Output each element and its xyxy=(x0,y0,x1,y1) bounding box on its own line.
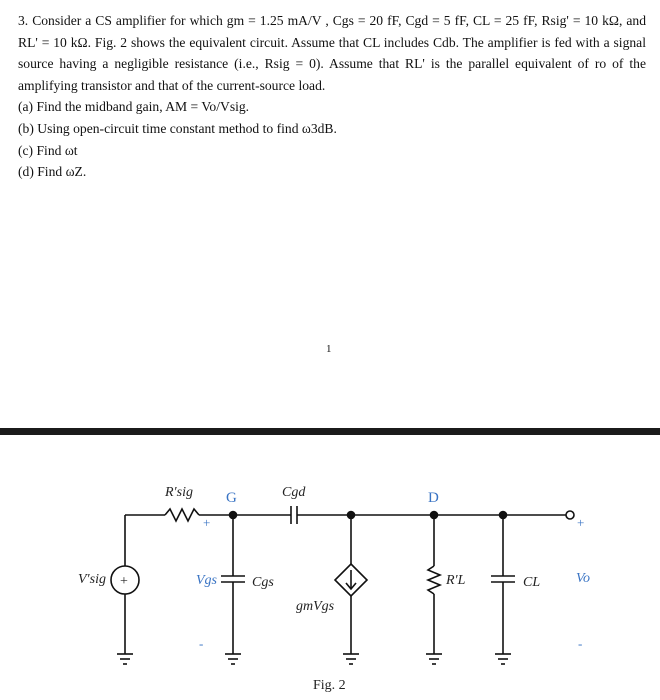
problem-intro: 3. Consider a CS amplifier for which gm = 1.25 mA/V , Cgs = 20 fF, Cgd = 5 fF, CL = 25 fF, Rsig' = 10 kΩ, and RL' = 10 kΩ. Fig. 2 shows the equivalent circuit. Assume that CL includes Cdb. The amplifier is fed with a signal source having a negligible resistance (i.e., Rsig = 0). Assume that RL' is the parallel equivalent of ro of the amplifying transistor and that of the current-source load. xyxy=(18,13,646,93)
label-plus-out: + xyxy=(577,515,585,530)
label-plus-g: + xyxy=(203,515,211,530)
problem-part-a: (a) Find the midband gain, AM = Vo/Vsig. xyxy=(18,99,250,115)
rl-resistor xyxy=(428,566,440,594)
label-node-g: G xyxy=(226,490,237,506)
label-cl: CL xyxy=(523,575,541,590)
label-cgs: Cgs xyxy=(252,575,274,590)
label-rl: R′L xyxy=(446,573,466,588)
label-vsig: V′sig xyxy=(78,572,106,587)
source-plus-sign: + xyxy=(120,574,128,589)
label-rsig: R′sig xyxy=(165,485,193,500)
problem-part-d: (d) Find ωZ. xyxy=(18,164,87,180)
problem-statement xyxy=(18,10,646,183)
label-vgs: Vgs xyxy=(196,573,217,588)
page-divider xyxy=(0,428,660,435)
ground-symbol-rl xyxy=(426,654,442,664)
figure-caption: Fig. 2 xyxy=(313,678,346,693)
page-number: 1 xyxy=(326,343,332,355)
label-vo: Vo xyxy=(576,571,590,586)
label-gmvgs: gmVgs xyxy=(296,599,335,614)
ground-symbol-source xyxy=(117,654,133,664)
label-node-d: D xyxy=(428,490,439,506)
label-minus-out: - xyxy=(578,636,583,651)
output-terminal xyxy=(566,511,574,519)
rsig-resistor xyxy=(165,509,199,521)
problem-part-c: (c) Find ωt xyxy=(18,142,78,158)
ground-symbol-cl xyxy=(495,654,511,664)
problem-part-b: (b) Using open-circuit time constant method to find ω3dB. xyxy=(18,120,337,136)
label-minus-g: - xyxy=(199,636,204,651)
ground-symbol-dep xyxy=(343,654,359,664)
circuit-figure xyxy=(0,440,660,700)
ground-symbol-cgs xyxy=(225,654,241,664)
label-cgd: Cgd xyxy=(282,485,306,500)
